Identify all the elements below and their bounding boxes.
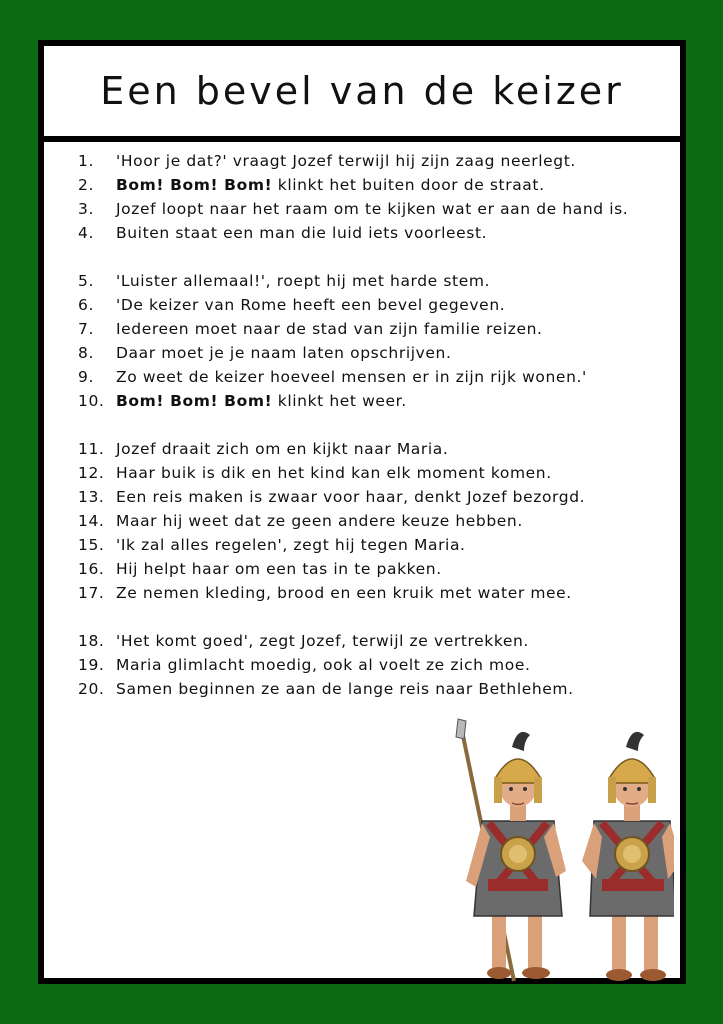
line-text: 'Ik zal alles regelen', zegt hij tegen Maria. xyxy=(116,536,466,554)
line-text: Hij helpt haar om een tas in te pakken. xyxy=(116,560,442,578)
roman-soldiers-illustration xyxy=(444,711,674,986)
line-number: 20. xyxy=(78,680,105,698)
paragraph-gap xyxy=(78,248,678,272)
line-text: 'Luister allemaal!', roept hij met harde stem. xyxy=(116,272,491,290)
line-number: 8. xyxy=(78,344,94,362)
line-number: 11. xyxy=(78,440,105,458)
line-text: 'De keizer van Rome heeft een bevel gegeven. xyxy=(116,296,506,314)
line-20 xyxy=(78,680,678,704)
text-lines xyxy=(78,152,678,704)
soldier-left xyxy=(456,719,566,981)
line-text: Haar buik is dik en het kind kan elk moment komen. xyxy=(116,464,552,482)
line-text: Maria glimlacht moedig, ook al voelt ze zich moe. xyxy=(116,656,531,674)
line-4 xyxy=(78,224,678,248)
line-6 xyxy=(78,296,678,320)
line-number: 5. xyxy=(78,272,94,290)
line-number: 1. xyxy=(78,152,94,170)
line-3 xyxy=(78,200,678,224)
line-text: 'Hoor je dat?' vraagt Jozef terwijl hij zijn zaag neerlegt. xyxy=(116,152,576,170)
line-14 xyxy=(78,512,678,536)
line-number: 9. xyxy=(78,368,94,386)
line-number: 7. xyxy=(78,320,94,338)
line-number: 10. xyxy=(78,392,105,410)
line-number: 18. xyxy=(78,632,105,650)
line-number: 17. xyxy=(78,584,105,602)
line-1 xyxy=(78,152,678,176)
line-number: 19. xyxy=(78,656,105,674)
line-number: 16. xyxy=(78,560,105,578)
page-title: Een bevel van de keizer xyxy=(100,69,624,113)
line-7 xyxy=(78,320,678,344)
line-text: Buiten staat een man die luid iets voorleest. xyxy=(116,224,488,242)
line-number: 15. xyxy=(78,536,105,554)
line-19 xyxy=(78,656,678,680)
line-number: 3. xyxy=(78,200,94,218)
paragraph-gap xyxy=(78,608,678,632)
line-text: Een reis maken is zwaar voor haar, denkt Jozef bezorgd. xyxy=(116,488,586,506)
line-text: Iedereen moet naar de stad van zijn familie reizen. xyxy=(116,320,543,338)
line-5 xyxy=(78,272,678,296)
line-number: 6. xyxy=(78,296,94,314)
line-2 xyxy=(78,176,678,200)
line-number: 4. xyxy=(78,224,94,242)
line-13 xyxy=(78,488,678,512)
line-number: 2. xyxy=(78,176,94,194)
line-8 xyxy=(78,344,678,368)
line-text: Samen beginnen ze aan de lange reis naar Bethlehem. xyxy=(116,680,574,698)
line-text: Jozef loopt naar het raam om te kijken wat er aan de hand is. xyxy=(116,200,629,218)
line-16 xyxy=(78,560,678,584)
line-18 xyxy=(78,632,678,656)
line-text: 'Het komt goed', zegt Jozef, terwijl ze vertrekken. xyxy=(116,632,529,650)
paragraph-gap xyxy=(78,416,678,440)
soldier-right xyxy=(582,732,674,981)
line-text: Bom! Bom! Bom! klinkt het weer. xyxy=(116,392,407,410)
line-number: 12. xyxy=(78,464,105,482)
line-text: Zo weet de keizer hoeveel mensen er in zijn rijk wonen.' xyxy=(116,368,587,386)
line-number: 14. xyxy=(78,512,105,530)
worksheet-frame xyxy=(38,40,686,984)
line-text: Ze nemen kleding, brood en een kruik met water mee. xyxy=(116,584,572,602)
line-text: Maar hij weet dat ze geen andere keuze hebben. xyxy=(116,512,523,530)
line-10 xyxy=(78,392,678,416)
line-text: Jozef draait zich om en kijkt naar Maria. xyxy=(116,440,449,458)
line-text: Daar moet je je naam laten opschrijven. xyxy=(116,344,452,362)
line-12 xyxy=(78,464,678,488)
line-17 xyxy=(78,584,678,608)
line-15 xyxy=(78,536,678,560)
title-box xyxy=(44,46,680,142)
line-11 xyxy=(78,440,678,464)
line-9 xyxy=(78,368,678,392)
line-number: 13. xyxy=(78,488,105,506)
line-text: Bom! Bom! Bom! klinkt het buiten door de straat. xyxy=(116,176,545,194)
